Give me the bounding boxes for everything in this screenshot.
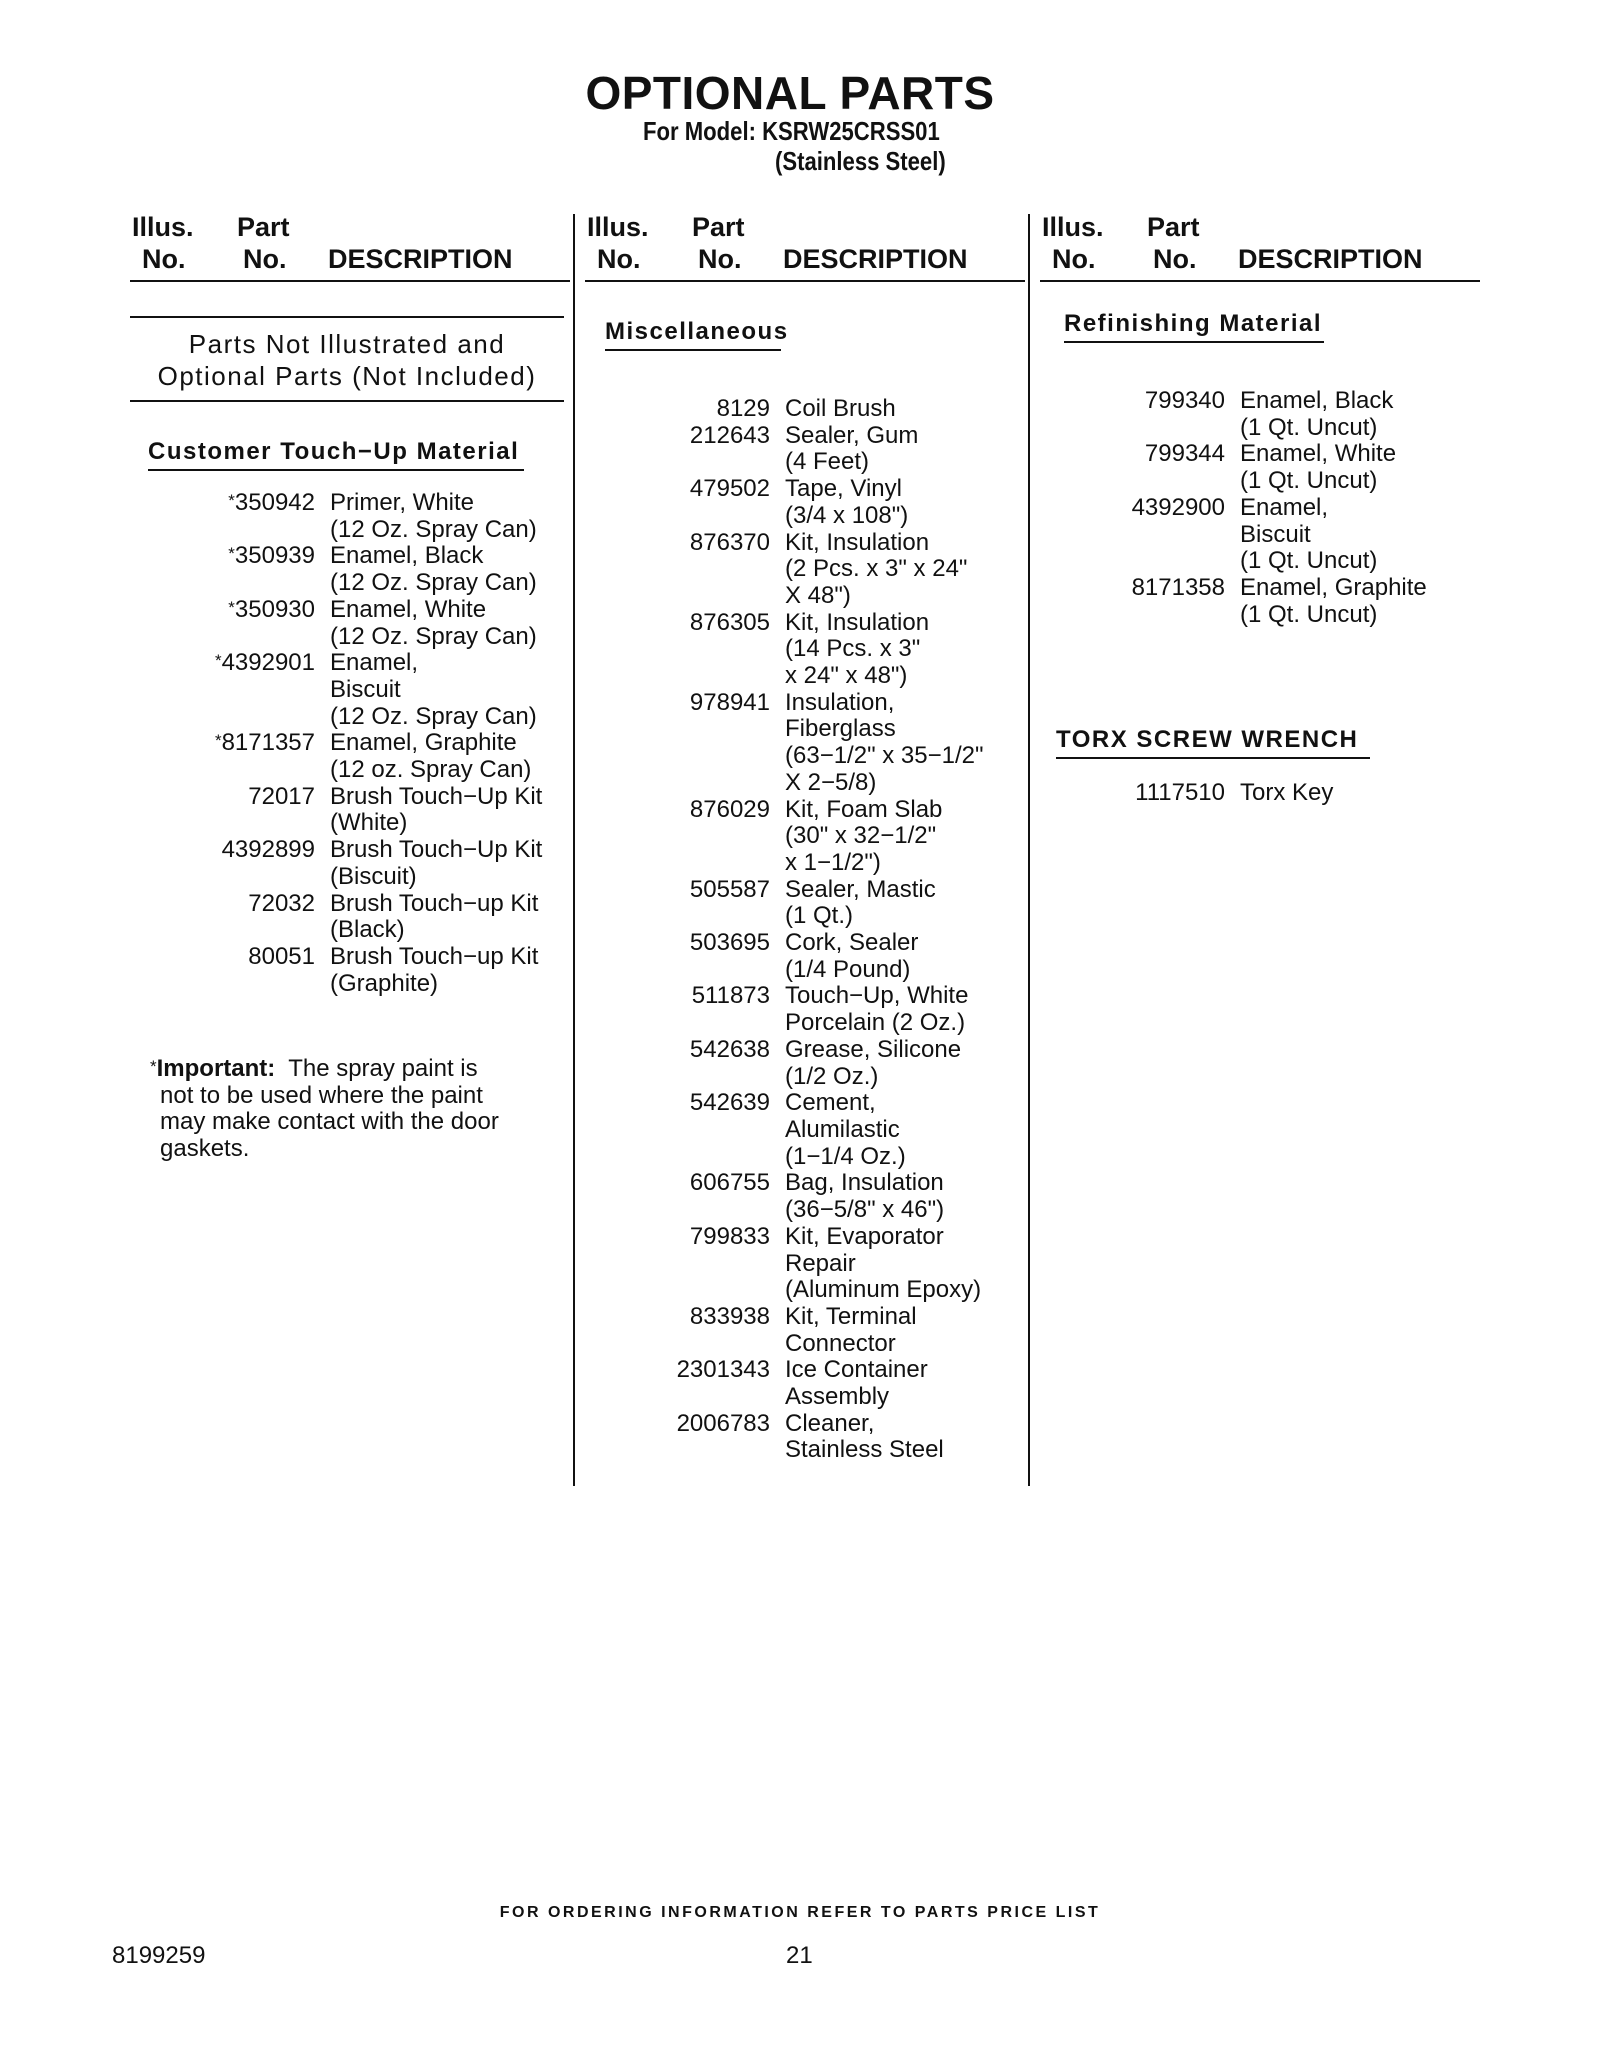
description-line: Kit, Terminal bbox=[785, 1302, 917, 1330]
description-line: Brush Touch−up Kit bbox=[330, 889, 539, 917]
section-heading: Miscellaneous bbox=[605, 318, 781, 351]
part-row bbox=[585, 1304, 1025, 1357]
page-title: OPTIONAL PARTS bbox=[585, 67, 995, 119]
part-number-text: 350930 bbox=[234, 595, 315, 623]
part-description bbox=[1225, 388, 1393, 441]
section-heading: TORX SCREW WRENCH bbox=[1056, 726, 1370, 759]
part-description bbox=[770, 1357, 928, 1410]
part-number-text: 876370 bbox=[689, 528, 770, 556]
part-row bbox=[130, 784, 570, 837]
description-line: (White) bbox=[330, 809, 408, 837]
part-row bbox=[130, 891, 570, 944]
ordering-info: FOR ORDERING INFORMATION REFER TO PARTS PRICE LIST bbox=[499, 1904, 1101, 1921]
part-number-text: 72032 bbox=[248, 889, 315, 917]
header-part-no: No. bbox=[1153, 244, 1197, 274]
part-description bbox=[1225, 441, 1396, 494]
part-row bbox=[1040, 441, 1480, 494]
part-row bbox=[1040, 495, 1480, 575]
part-number-text: 2006783 bbox=[676, 1409, 770, 1437]
description-line: (Aluminum Epoxy) bbox=[785, 1276, 982, 1304]
part-number-text: 8171357 bbox=[221, 729, 315, 757]
part-row bbox=[1040, 388, 1480, 441]
part-number bbox=[1040, 388, 1225, 441]
description-line: Enamel, Black bbox=[330, 542, 484, 570]
description-line: x 24" x 48") bbox=[785, 662, 908, 690]
part-description bbox=[770, 930, 918, 983]
part-row bbox=[585, 610, 1025, 690]
description-line: Enamel, Black bbox=[1240, 387, 1394, 414]
header-part: Part bbox=[1147, 212, 1200, 242]
part-number-text: 4392901 bbox=[221, 649, 315, 677]
description-line: (Graphite) bbox=[330, 969, 439, 997]
part-row bbox=[1040, 780, 1480, 807]
part-row bbox=[130, 837, 570, 890]
header-part: Part bbox=[692, 212, 745, 242]
model-finish: (Stainless Steel) bbox=[775, 146, 946, 176]
part-description bbox=[770, 610, 929, 690]
description-line: (Biscuit) bbox=[330, 862, 417, 890]
part-row bbox=[585, 1411, 1025, 1464]
part-number bbox=[1040, 575, 1225, 628]
description-line: (1 Qt. Uncut) bbox=[1240, 547, 1378, 575]
part-number-text: 8171358 bbox=[1131, 573, 1225, 601]
part-number bbox=[585, 476, 770, 529]
column-divider bbox=[1028, 214, 1030, 1486]
description-line: (36−5/8" x 46") bbox=[785, 1196, 945, 1224]
description-line: (12 Oz. Spray Can) bbox=[330, 515, 537, 543]
model-number: For Model: KSRW25CRSS01 bbox=[643, 116, 940, 146]
part-number-text: 542638 bbox=[689, 1035, 770, 1063]
description-line: Kit, Insulation bbox=[785, 528, 930, 556]
part-number bbox=[130, 650, 315, 730]
part-number bbox=[585, 1037, 770, 1090]
important-note bbox=[150, 1056, 560, 1162]
part-number-text: 876305 bbox=[689, 608, 770, 636]
part-description bbox=[315, 891, 538, 944]
asterisk: * bbox=[150, 1057, 157, 1076]
column-header bbox=[1040, 212, 1480, 282]
description-line: Cement, bbox=[785, 1089, 876, 1117]
description-line: x 1−1/2") bbox=[785, 848, 881, 876]
part-row bbox=[130, 597, 570, 650]
note-text: The spray paint is bbox=[288, 1055, 478, 1082]
part-number-text: 2301343 bbox=[676, 1356, 770, 1384]
parts-not-illustrated-note bbox=[130, 316, 564, 402]
description-line: Sealer, Gum bbox=[785, 421, 919, 449]
description-line: Ice Container bbox=[785, 1356, 928, 1384]
part-description bbox=[315, 650, 537, 730]
description-line: (1 Qt. Uncut) bbox=[1240, 413, 1378, 441]
description-line: (1 Qt. Uncut) bbox=[1240, 600, 1378, 628]
asterisk: * bbox=[214, 731, 222, 751]
header-illus: Illus. bbox=[587, 212, 649, 242]
description-line: (1 Qt. Uncut) bbox=[1240, 467, 1378, 495]
part-number-text: 1117510 bbox=[1135, 779, 1225, 806]
description-line: Enamel, White bbox=[1240, 440, 1397, 468]
part-row bbox=[130, 543, 570, 596]
part-description bbox=[770, 983, 968, 1036]
part-number bbox=[130, 944, 315, 997]
asterisk: * bbox=[214, 651, 222, 671]
part-number bbox=[130, 597, 315, 650]
description-line: Enamel, Graphite bbox=[330, 729, 517, 757]
part-number-text: 212643 bbox=[689, 421, 770, 449]
header-part-no: No. bbox=[698, 244, 742, 274]
part-number-text: 978941 bbox=[689, 688, 770, 716]
part-row bbox=[585, 1357, 1025, 1410]
column-divider bbox=[573, 214, 575, 1486]
column-header bbox=[130, 212, 570, 282]
part-description bbox=[315, 944, 538, 997]
description-line: X 2−5/8) bbox=[785, 768, 877, 796]
description-line: Enamel, bbox=[330, 649, 419, 677]
part-number-text: 799344 bbox=[1144, 440, 1225, 468]
part-row bbox=[585, 530, 1025, 610]
description-line: (12 Oz. Spray Can) bbox=[330, 702, 537, 730]
part-row bbox=[585, 396, 1025, 423]
note-line: not to be used where the paint bbox=[160, 1081, 483, 1109]
part-description bbox=[770, 1037, 961, 1090]
description-line: (12 oz. Spray Can) bbox=[330, 756, 532, 784]
description-line: Insulation, bbox=[785, 688, 895, 716]
part-row bbox=[130, 944, 570, 997]
description-line: Stainless Steel bbox=[785, 1436, 944, 1464]
part-number bbox=[585, 610, 770, 690]
asterisk: * bbox=[228, 544, 235, 564]
description-line: Biscuit bbox=[1240, 520, 1311, 548]
part-number bbox=[585, 797, 770, 877]
description-line: Tape, Vinyl bbox=[785, 475, 902, 503]
part-description bbox=[1225, 575, 1427, 628]
part-description bbox=[315, 730, 531, 783]
part-number bbox=[585, 1357, 770, 1410]
part-description bbox=[770, 1170, 944, 1223]
parts-list bbox=[1040, 780, 1480, 807]
header-part-no: No. bbox=[243, 244, 287, 274]
part-number bbox=[585, 690, 770, 797]
part-number-text: 503695 bbox=[689, 929, 770, 957]
part-number bbox=[585, 423, 770, 476]
note-label: Important: bbox=[156, 1055, 276, 1082]
part-number-text: 799833 bbox=[689, 1222, 770, 1250]
column-1 bbox=[130, 212, 570, 1162]
description-line: Cleaner, bbox=[785, 1409, 875, 1437]
part-description bbox=[770, 1090, 906, 1170]
part-row bbox=[585, 1090, 1025, 1170]
description-line: Repair bbox=[785, 1249, 856, 1277]
part-number bbox=[585, 530, 770, 610]
header-illus-no: No. bbox=[1052, 244, 1096, 274]
description-line: Touch−Up, White bbox=[785, 982, 969, 1010]
part-description bbox=[315, 543, 537, 596]
asterisk: * bbox=[228, 597, 235, 617]
description-line: Assembly bbox=[785, 1383, 890, 1411]
part-number bbox=[130, 490, 315, 543]
header-illus: Illus. bbox=[1042, 212, 1104, 242]
part-number bbox=[585, 1411, 770, 1464]
part-number-text: 4392900 bbox=[1131, 493, 1225, 521]
header-illus-no: No. bbox=[142, 244, 186, 274]
column-2 bbox=[585, 212, 1025, 1464]
part-number bbox=[585, 930, 770, 983]
column-3 bbox=[1040, 212, 1480, 806]
description-line: (12 Oz. Spray Can) bbox=[330, 622, 537, 650]
part-row bbox=[1040, 575, 1480, 628]
part-description bbox=[770, 877, 936, 930]
description-line: Cork, Sealer bbox=[785, 929, 919, 957]
part-number-text: 72017 bbox=[248, 782, 315, 810]
part-description bbox=[315, 837, 542, 890]
description-line: Torx Key bbox=[1240, 779, 1334, 806]
parts-list bbox=[130, 490, 570, 997]
part-number bbox=[1040, 495, 1225, 575]
description-line: Kit, Evaporator bbox=[785, 1222, 944, 1250]
part-description bbox=[315, 597, 537, 650]
description-line: Alumilastic bbox=[785, 1115, 900, 1143]
part-number bbox=[585, 877, 770, 930]
description-line: Connector bbox=[785, 1329, 896, 1357]
description-line: (63−1/2" x 35−1/2" bbox=[785, 742, 984, 770]
parts-list bbox=[585, 396, 1025, 1464]
part-row bbox=[130, 650, 570, 730]
part-row bbox=[585, 797, 1025, 877]
asterisk: * bbox=[228, 491, 235, 510]
part-description bbox=[770, 797, 942, 877]
part-description bbox=[315, 784, 542, 837]
description-line: Sealer, Mastic bbox=[785, 875, 936, 903]
description-line: Primer, White bbox=[330, 489, 475, 516]
header-illus-no: No. bbox=[597, 244, 641, 274]
part-description bbox=[770, 690, 984, 797]
part-number bbox=[130, 784, 315, 837]
description-line: (3/4 x 108") bbox=[785, 501, 909, 529]
part-row bbox=[585, 983, 1025, 1036]
part-description bbox=[770, 396, 896, 423]
description-line: (Black) bbox=[330, 916, 405, 944]
header-part: Part bbox=[237, 212, 290, 242]
part-row bbox=[585, 1170, 1025, 1223]
part-number bbox=[1040, 441, 1225, 494]
description-line: Grease, Silicone bbox=[785, 1035, 962, 1063]
part-row bbox=[585, 877, 1025, 930]
header-description: DESCRIPTION bbox=[328, 244, 513, 274]
page-number: 21 bbox=[786, 1942, 813, 1969]
description-line: (4 Feet) bbox=[785, 448, 870, 476]
description-line: (2 Pcs. x 3" x 24" bbox=[785, 555, 968, 583]
description-line: (1/4 Pound) bbox=[785, 955, 911, 983]
note-line: may make contact with the door bbox=[160, 1108, 499, 1135]
part-number-text: 833938 bbox=[689, 1302, 770, 1330]
document-number: 8199259 bbox=[112, 1942, 206, 1969]
part-number bbox=[130, 543, 315, 596]
part-number bbox=[130, 730, 315, 783]
part-number-text: 876029 bbox=[689, 795, 770, 823]
part-description bbox=[315, 490, 537, 543]
note-line: gaskets. bbox=[160, 1134, 250, 1162]
part-number-text: 350942 bbox=[234, 489, 315, 516]
part-row bbox=[130, 490, 570, 543]
part-description bbox=[770, 1224, 981, 1304]
part-number bbox=[130, 837, 315, 890]
description-line: Kit, Foam Slab bbox=[785, 795, 943, 823]
description-line: Fiberglass bbox=[785, 715, 896, 743]
part-number-text: 542639 bbox=[689, 1089, 770, 1117]
box-note-line: Optional Parts (Not Included) bbox=[157, 361, 537, 391]
description-line: (12 Oz. Spray Can) bbox=[330, 569, 537, 597]
part-row bbox=[585, 690, 1025, 797]
part-row bbox=[585, 1037, 1025, 1090]
part-number bbox=[585, 1224, 770, 1304]
description-line: Porcelain (2 Oz.) bbox=[785, 1009, 966, 1037]
header-description: DESCRIPTION bbox=[783, 244, 968, 274]
part-number bbox=[585, 1170, 770, 1223]
part-description bbox=[1225, 495, 1377, 575]
column-header bbox=[585, 212, 1025, 282]
part-description bbox=[770, 1411, 944, 1464]
part-number-text: 505587 bbox=[689, 875, 770, 903]
part-description bbox=[770, 1304, 917, 1357]
part-number-text: 80051 bbox=[248, 942, 315, 970]
description-line: Coil Brush bbox=[785, 395, 896, 422]
description-line: Biscuit bbox=[330, 675, 401, 703]
part-number-text: 8129 bbox=[716, 395, 770, 422]
part-number bbox=[1040, 780, 1225, 807]
part-number bbox=[585, 396, 770, 423]
part-row bbox=[585, 476, 1025, 529]
part-description bbox=[770, 423, 918, 476]
part-number-text: 350939 bbox=[234, 542, 315, 570]
description-line: X 48") bbox=[785, 581, 851, 609]
description-line: Brush Touch−Up Kit bbox=[330, 782, 543, 810]
section-heading: Customer Touch−Up Material bbox=[148, 438, 524, 471]
description-line: Enamel, bbox=[1240, 493, 1329, 521]
description-line: Bag, Insulation bbox=[785, 1169, 944, 1197]
description-line: Brush Touch−up Kit bbox=[330, 942, 539, 970]
part-description bbox=[770, 476, 908, 529]
description-line: (1/2 Oz.) bbox=[785, 1062, 879, 1090]
description-line: (14 Pcs. x 3" bbox=[785, 635, 921, 663]
part-number bbox=[585, 1304, 770, 1357]
part-number bbox=[585, 983, 770, 1036]
part-number-text: 479502 bbox=[689, 475, 770, 503]
part-row bbox=[585, 930, 1025, 983]
description-line: Brush Touch−Up Kit bbox=[330, 836, 543, 864]
part-row bbox=[585, 423, 1025, 476]
part-row bbox=[130, 730, 570, 783]
description-line: Enamel, White bbox=[330, 595, 487, 623]
part-number-text: 511873 bbox=[691, 982, 770, 1010]
part-row bbox=[585, 1224, 1025, 1304]
part-number-text: 799340 bbox=[1144, 387, 1225, 414]
part-number bbox=[585, 1090, 770, 1170]
section-heading: Refinishing Material bbox=[1064, 310, 1324, 343]
header-description: DESCRIPTION bbox=[1238, 244, 1423, 274]
part-number bbox=[130, 891, 315, 944]
part-description bbox=[770, 530, 967, 610]
header-illus: Illus. bbox=[132, 212, 194, 242]
description-line: (1 Qt.) bbox=[785, 902, 854, 930]
box-note-line: Parts Not Illustrated and bbox=[188, 329, 506, 359]
description-line: (1−1/4 Oz.) bbox=[785, 1142, 906, 1170]
part-number-text: 4392899 bbox=[221, 836, 315, 864]
description-line: Kit, Insulation bbox=[785, 608, 930, 636]
parts-list bbox=[1040, 388, 1480, 628]
description-line: Enamel, Graphite bbox=[1240, 573, 1427, 601]
part-number-text: 606755 bbox=[689, 1169, 770, 1197]
part-description bbox=[1225, 780, 1333, 807]
description-line: (30" x 32−1/2" bbox=[785, 822, 937, 850]
